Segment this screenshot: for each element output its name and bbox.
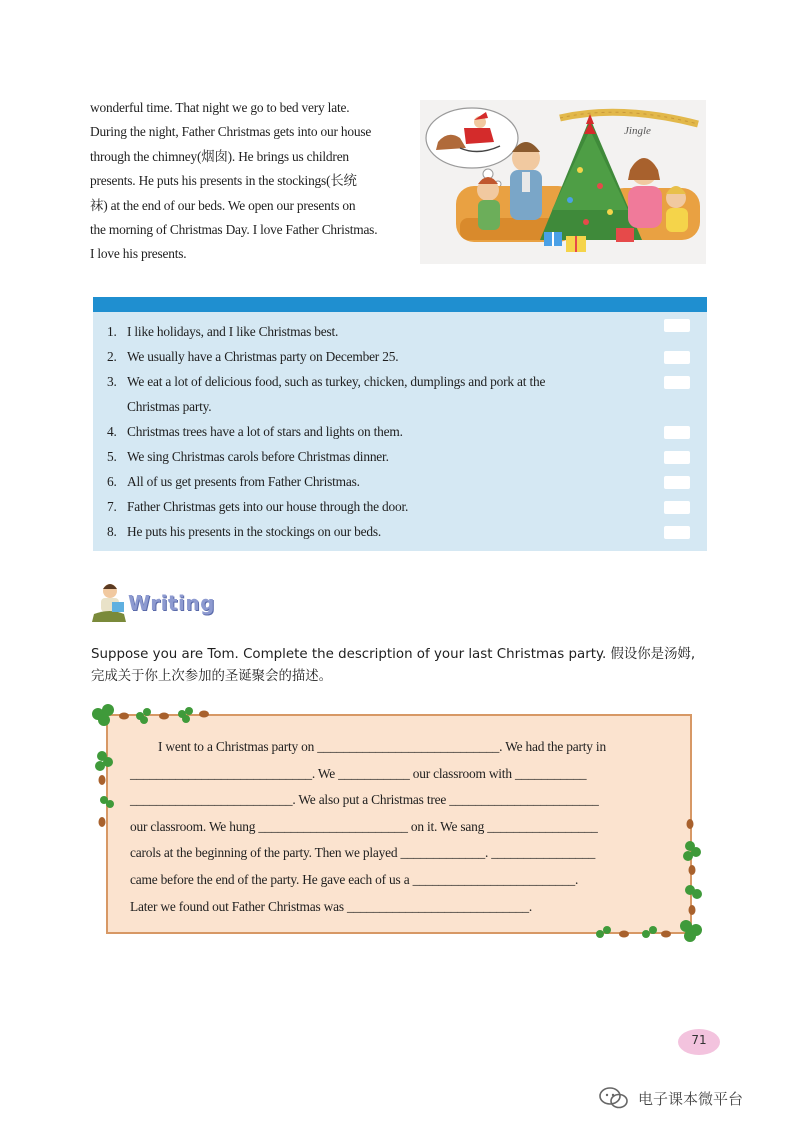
quiz-item: [107, 419, 667, 444]
quiz-item: [107, 444, 667, 469]
quiz-item: [107, 319, 667, 344]
reading-line: wonderful time. That night we go to bed very late.: [90, 100, 350, 115]
banner-sign: Jingle: [624, 125, 651, 137]
answer-box-3[interactable]: [664, 376, 690, 389]
reading-line: I love his presents.: [90, 246, 187, 262]
watermark-text: 电子课本微平台: [638, 1090, 744, 1108]
card-line: carols at the beginning of the party. Then we played _____________. ________________: [130, 845, 596, 861]
answer-box-7[interactable]: [664, 501, 690, 514]
quiz-statement: Christmas trees have a lot of stars and lights on them.: [127, 424, 403, 439]
quiz-statement: All of us get presents from Father Christmas.: [127, 474, 360, 489]
quiz-statement: He puts his presents in the stockings on our beds.: [127, 524, 382, 539]
instruction-chinese-1: 假设你是汤姆,: [610, 647, 696, 662]
instruction-line-1: [91, 644, 731, 666]
quiz-item: [107, 369, 667, 419]
card-line: I went to a Christmas party on ____________________________. We had the party in: [158, 739, 606, 754]
reading-line: the morning of Christmas Day. I love Father Christmas.: [90, 222, 378, 238]
card-line: Later we found out Father Christmas was ____________________________.: [130, 898, 533, 914]
instruction-english: Suppose you are Tom. Complete the description of your last Christmas party.: [91, 647, 607, 662]
fill-in-description: [130, 734, 675, 920]
quiz-statement-continuation: Christmas party.: [127, 399, 212, 414]
answer-box-5[interactable]: [664, 451, 690, 464]
quiz-statement: We sing Christmas carols before Christmas dinner.: [127, 449, 389, 464]
answer-box-4[interactable]: [664, 426, 690, 439]
reading-line: 袜) at the end of our beds. We open our presents on: [90, 197, 356, 213]
answer-box-8[interactable]: [664, 526, 690, 539]
quiz-item: [107, 494, 667, 519]
page-number-badge: [678, 1029, 720, 1055]
christmas-family-illustration: [420, 100, 706, 264]
watermark: [598, 1086, 788, 1110]
quiz-number: 2.: [107, 349, 117, 364]
card-line: our classroom. We hung _______________________ on it. We sang _________________: [130, 818, 598, 834]
reading-line: During the night, Father Christmas gets into our house: [90, 124, 372, 140]
quiz-number: 7.: [107, 499, 117, 514]
quiz-number: 6.: [107, 474, 117, 489]
reading-line: through the chimney(烟囱). He brings us children: [90, 148, 349, 164]
quiz-number: 1.: [107, 324, 117, 339]
quiz-number: 8.: [107, 524, 117, 539]
quiz-statement: I like holidays, and I like Christmas best.: [127, 324, 339, 339]
card-line: came before the end of the party. He gave each of us a _________________________.: [130, 871, 579, 887]
answer-box-2[interactable]: [664, 351, 690, 364]
quiz-header-bar: [93, 297, 707, 312]
quiz-statement: [127, 369, 667, 419]
quiz-item: [107, 344, 667, 369]
card-line: _________________________. We also put a Christmas tree _______________________: [130, 792, 599, 808]
writing-person-icon: [90, 582, 128, 626]
wechat-icon: [598, 1086, 630, 1110]
card-line: ____________________________. We ___________ our classroom with ___________: [130, 765, 587, 781]
page-number: 71: [691, 1033, 707, 1047]
answer-box-1[interactable]: [664, 319, 690, 332]
reading-passage: [90, 96, 415, 267]
quiz-statement: Father Christmas gets into our house through the door.: [127, 499, 409, 514]
reading-line: presents. He puts his presents in the stockings(长统: [90, 173, 357, 189]
christmas-scene-image: [420, 100, 706, 264]
answer-box-6[interactable]: [664, 476, 690, 489]
writing-section-header: [90, 582, 290, 626]
quiz-item: [107, 469, 667, 494]
quiz-list: [107, 319, 667, 544]
quiz-statement-line: We eat a lot of delicious food, such as turkey, chicken, dumplings and pork at the: [127, 374, 546, 389]
writing-instruction: [91, 644, 731, 688]
writing-title: Writing: [128, 591, 215, 615]
instruction-chinese-2: 完成关于你上次参加的圣诞聚会的描述。: [91, 669, 333, 684]
quiz-number: 4.: [107, 424, 117, 439]
quiz-number: 3.: [107, 374, 117, 389]
quiz-statement: We usually have a Christmas party on December 25.: [127, 349, 399, 364]
quiz-item: [107, 519, 667, 544]
quiz-number: 5.: [107, 449, 117, 464]
true-false-quiz: [93, 297, 707, 551]
